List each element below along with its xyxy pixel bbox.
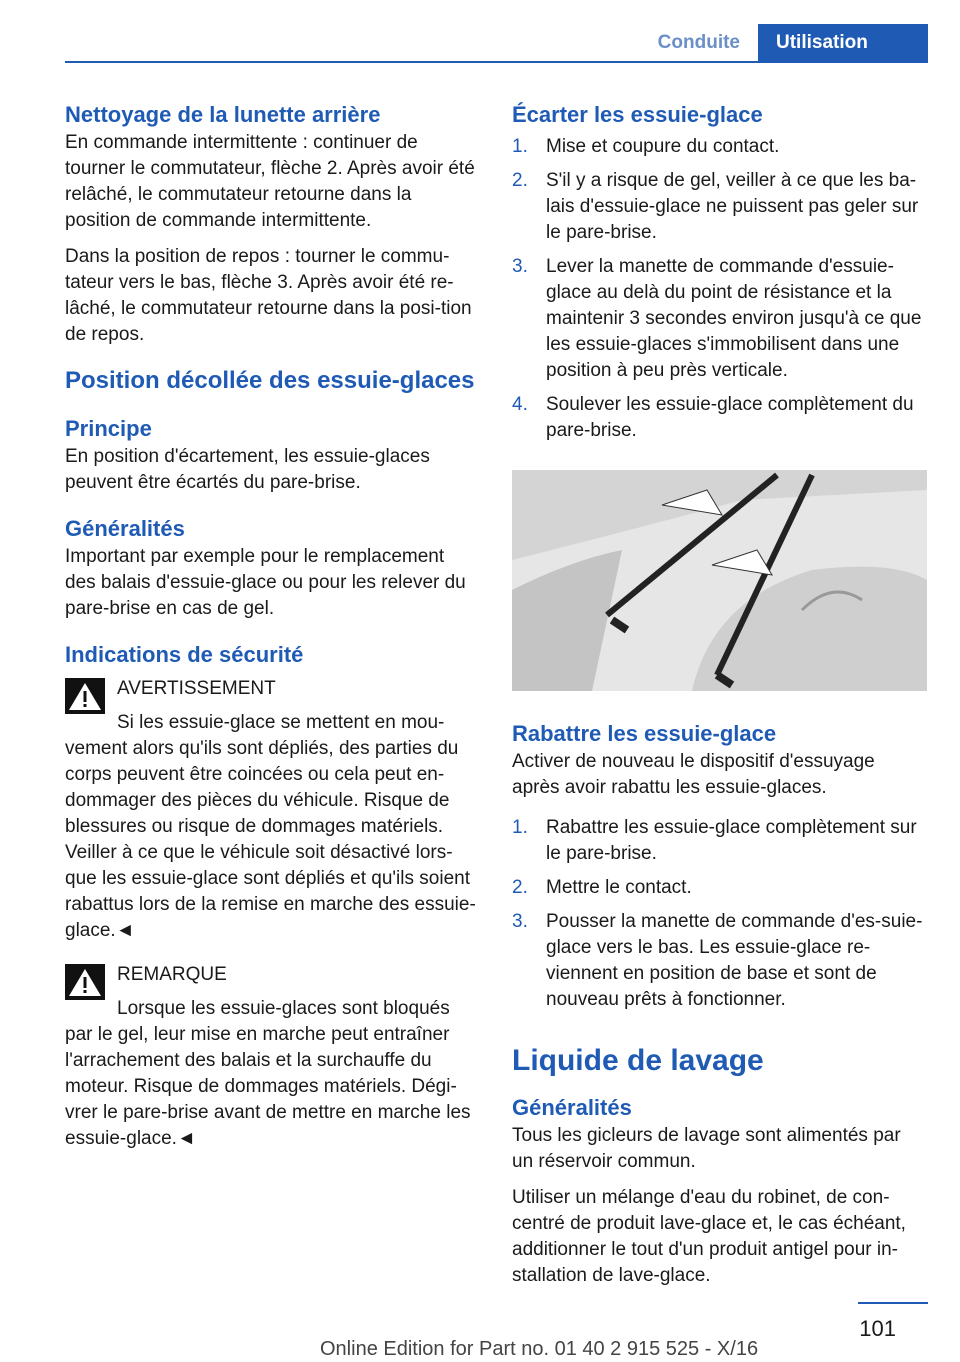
steps-fold xyxy=(512,815,927,1013)
footer-rule xyxy=(858,1302,928,1304)
tab-conduite[interactable]: Conduite xyxy=(657,32,740,53)
paragraph: En position d'écartement, les essuie-glaces peuvent être écartés du pare-brise. xyxy=(65,446,430,493)
note-text: par le gel, leur mise en marche peut entraîner l'arrachement des balais et la surchauffe du moteur. Risque de dommages matériels. Dégi‐vrer le pare-brise avant de mettre en marche les essuie-glace.◄ xyxy=(65,1024,471,1149)
chapter-title-washer-fluid: Liquide de lavage xyxy=(512,1044,764,1077)
list-item: 2. S'il y a risque de gel, veiller à ce que les ba‐lais d'essuie-glace ne puissent pas geler sur le pare-brise. xyxy=(512,170,919,243)
paragraph: Utiliser un mélange d'eau du robinet, de con‐centré de produit lave-glace et, le cas échéant, additionner le tout d'un produit antigel pour in‐stallation de lave-glace. xyxy=(512,1187,906,1286)
header-rule xyxy=(65,61,928,63)
section-title-principle: Principe xyxy=(65,416,152,441)
steps-lift xyxy=(512,134,927,444)
paragraph: Dans la position de repos : tourner le commu‐tateur vers le bas, flèche 3. Après avoir été re‐lâché, le commutateur retourne dans la posi‐tion de repos. xyxy=(65,246,472,345)
section-title-general: Généralités xyxy=(65,516,185,541)
tab-utilisation[interactable]: Utilisation xyxy=(758,24,928,62)
list-item: 1. Mise et coupure du contact. xyxy=(512,136,780,157)
section-title-rear-window: Nettoyage de la lunette arrière xyxy=(65,102,381,127)
list-item: 4. Soulever les essuie-glace complètement du pare-brise. xyxy=(512,394,914,441)
wiper-illustration xyxy=(512,470,927,691)
paragraph: En commande intermittente : continuer de tourner le commutateur, flèche 2. Après avoir été relâché, le commutateur retourne dans la position de commande intermittente. xyxy=(65,132,475,231)
right-column xyxy=(512,100,927,1289)
warning-label: AVERTISSEMENT xyxy=(117,678,276,699)
note-text-first: Lorsque les essuie-glaces sont bloqués xyxy=(117,998,450,1019)
section-title-general-2: Généralités xyxy=(512,1095,632,1120)
list-item: 3. Pousser la manette de commande d'es‐suie-glace vers le bas. Les essuie-glace re‐viennent en position de base et sont de nouveau prêts à fonctionner. xyxy=(512,911,923,1010)
section-title-fold-wipers: Rabattre les essuie-glace xyxy=(512,721,777,746)
page-number: 101 xyxy=(859,1316,896,1341)
edition-watermark: Online Edition for Part no. 01 40 2 915 525 - X/16 xyxy=(320,1338,759,1360)
left-column xyxy=(65,100,480,1152)
paragraph: Tous les gicleurs de lavage sont alimentés par un réservoir commun. xyxy=(512,1125,901,1172)
section-title-safety: Indications de sécurité xyxy=(65,642,304,667)
paragraph: Important par exemple pour le remplacement des balais d'essuie-glace ou pour les relever du pare-brise en cas de gel. xyxy=(65,546,466,619)
warning-triangle-icon xyxy=(65,678,105,714)
warning-text: vement alors qu'ils sont dépliés, des parties du corps peuvent être coincées ou cela peut en‐dommager des pièces du véhicule. Risque de blessures ou risque de dommages matériels. Veiller à ce que le véhicule soit désactivé lors‐que les essuie-glace sont dépliés et qu'ils soient rabattus lors de la remise en marche des essuie-glace.◄ xyxy=(65,738,476,941)
section-title-lift-wipers: Écarter les essuie-glace xyxy=(512,102,763,127)
section-title-wiper-position: Position décollée des essuie-glaces xyxy=(65,367,475,394)
note-triangle-icon xyxy=(65,964,105,1000)
warning-block xyxy=(65,676,480,736)
list-item: 1. Rabattre les essuie-glace complètement sur le pare-brise. xyxy=(512,817,917,864)
note-block xyxy=(65,962,480,1022)
list-item: 2. Mettre le contact. xyxy=(512,877,692,898)
list-item: 3. Lever la manette de commande d'essuie-glace au delà du point de résistance et la maintenir 3 secondes environ jusqu'à ce que les essuie-glaces s'immobilisent dans une position à peu près verticale. xyxy=(512,256,922,381)
header-tabs xyxy=(640,24,928,62)
note-label: REMARQUE xyxy=(117,964,227,985)
paragraph: Activer de nouveau le dispositif d'essuyage après avoir rabattu les essuie-glaces. xyxy=(512,751,875,798)
warning-text-first: Si les essuie-glace se mettent en mou‐ xyxy=(117,712,445,733)
